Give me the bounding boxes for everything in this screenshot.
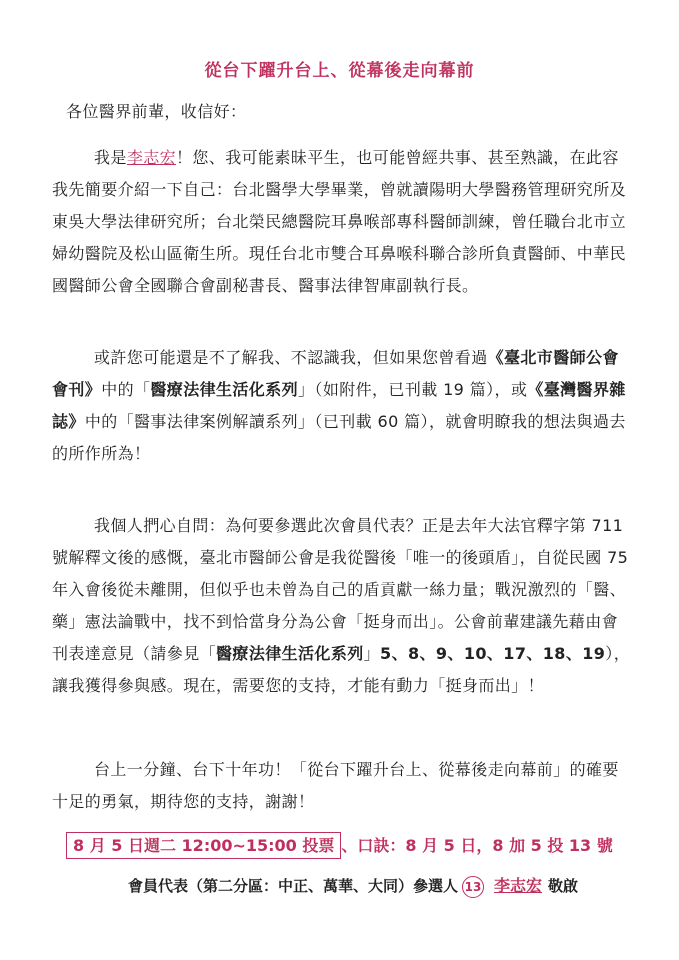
signature-prefix: 會員代表（第二分區：中正、萬華、大同）參選人 — [128, 877, 459, 895]
paragraph-motivation — [52, 510, 632, 702]
letter-title: 從台下躍升台上、從幕後走向幕前 — [204, 61, 475, 81]
p2-text-2: 中的「 — [101, 380, 151, 399]
journal-taiwan: 《臺灣醫界雜誌》 — [52, 380, 626, 431]
vote-slogan: 、口訣：8 月 5 日，8 加 5 投 13 號 — [341, 836, 613, 855]
p1-text-1: 我是 — [94, 148, 127, 167]
p4-text: 台上一分鐘、台下十年功！「從台下躍升台上、從幕後走向幕前」的確要十足的勇氣，期待您的支持，謝謝！ — [52, 760, 619, 811]
p2-text-4: 中的「醫事法律案例解讀系列」（已刊載 60 篇），就會明瞭我的想法與過去的所作所為！ — [52, 412, 626, 463]
p3-text-2: 」 — [363, 644, 381, 663]
journal-taipei: 《臺北市醫師公會會刊》 — [52, 348, 619, 399]
p3-text-3: ），讓我獲得參與感。現在，需要您的支持，才能有動力「挺身而出」！ — [52, 644, 631, 695]
p2-text-3: 」（如附件，已刊載 19 篇），或 — [298, 380, 528, 399]
signature-line — [128, 873, 628, 898]
series-reference: 醫療法律生活化系列 — [216, 644, 364, 663]
issue-numbers: 5、8、9、10、17、18、19 — [380, 644, 606, 663]
paragraph-publications — [52, 342, 632, 470]
series-medical-law: 醫療法律生活化系列 — [150, 380, 299, 399]
p2-text-1: 或許您可能還是不了解我、不認識我，但如果您曾看過 — [94, 348, 488, 367]
vote-info — [66, 832, 626, 862]
candidate-number-badge: 13 — [462, 876, 484, 898]
signature-suffix: 敬啟 — [548, 877, 579, 895]
candidate-name: 李志宏 — [126, 148, 177, 167]
paragraph-introduction — [52, 142, 632, 302]
vote-time-box: 8 月 5 日週二 12:00~15:00 投票 — [66, 832, 341, 859]
signature-name: 李志宏 — [494, 876, 543, 895]
p3-text-1: 我個人捫心自問：為何要參選此次會員代表？正是去年大法官釋字第 711 號解釋文後的感慨，臺北市醫師公會是我從醫後「唯一的後頭盾」，自從民國 75 年入會後從未離開，但似乎也未曾為自己的盾貢獻一絲力量；戰況激烈的「醫、藥」憲法論戰中，找不到恰當身分為公會「挺身而出」。公會前輩建議先藉由會刊表達意見（請參見「 — [52, 516, 629, 663]
paragraph-closing — [52, 754, 632, 818]
salutation: 各位醫界前輩，收信好： — [66, 102, 247, 121]
p1-text-2: ！您、我可能素昧平生，也可能曾經共事、甚至熟識，在此容我先簡要介紹一下自己：台北醫學大學畢業，曾就讀陽明大學醫務管理研究所及東吳大學法律研究所；台北榮民總醫院耳鼻喉部專科醫師訓練，曾任職台北市立婦幼醫院及松山區衛生所。現任台北市雙合耳鼻喉科聯合診所負責醫師、中華民國醫師公會全國聯合會副秘書長、醫事法律智庫副執行長。 — [52, 148, 627, 295]
